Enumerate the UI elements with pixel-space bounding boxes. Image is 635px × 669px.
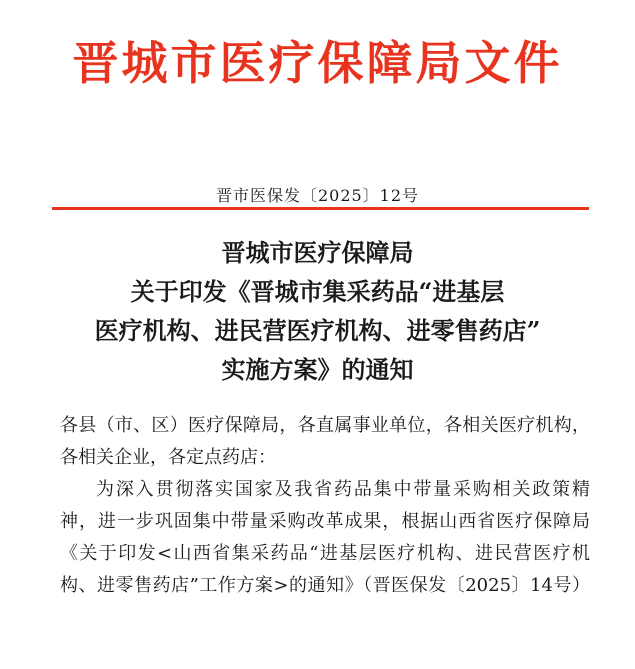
title-line: 实施方案》的通知: [221, 355, 414, 384]
red-divider-line: [52, 207, 589, 210]
document-red-header: 晋城市医疗保障局文件: [72, 36, 563, 90]
notice-title: [0, 233, 635, 389]
title-line: 晋城市医疗保障局: [221, 238, 414, 267]
notice-body: [60, 410, 590, 602]
paragraph-line: 《关于印发<山西省集采药品“进基层医疗机构、进民营医疗机: [60, 543, 590, 564]
paragraph-line: 构、进零售药店”工作方案>的通知》（晋医保发〔2025〕14号）: [60, 575, 590, 596]
title-line: 关于印发《晋城市集采药品“进基层: [130, 277, 505, 306]
addressee-line: 各县（市、区）医疗保障局，各直属事业单位，各相关医疗机构，: [60, 415, 590, 436]
addressee-line: 各相关企业，各定点药店：: [60, 447, 276, 468]
paragraph-line: 神，进一步巩固集中带量采购改革成果，根据山西省医疗保障局: [60, 511, 590, 532]
title-line: 医疗机构、进民营医疗机构、进零售药店”: [94, 316, 541, 345]
paragraph-line: 为深入贯彻落实国家及我省药品集中带量采购相关政策精: [96, 479, 590, 500]
document-number: 晋市医保发〔2025〕12号: [215, 186, 420, 205]
